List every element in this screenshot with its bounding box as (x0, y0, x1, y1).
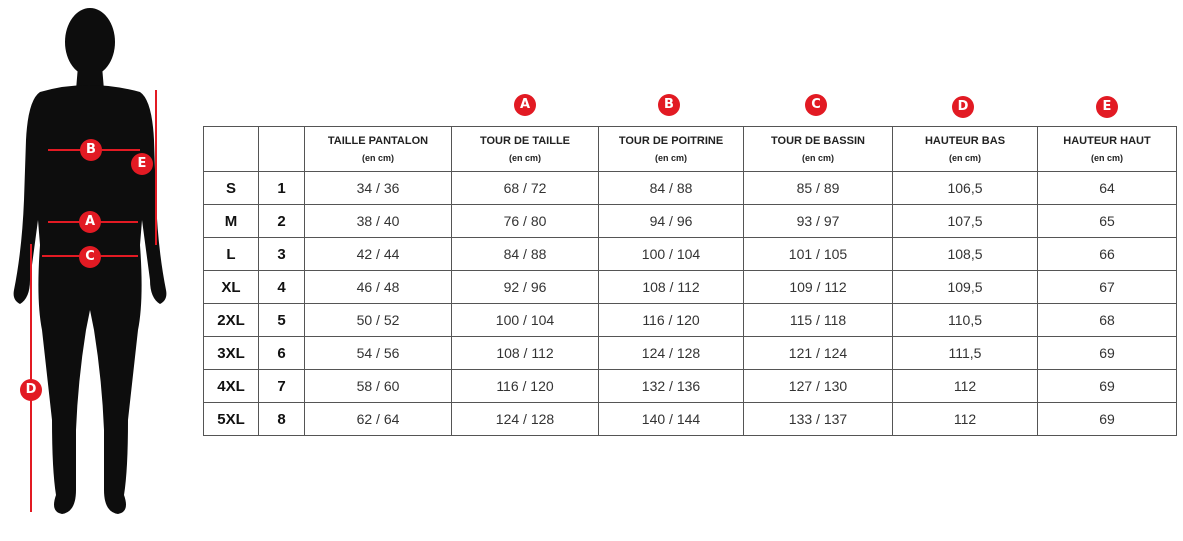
tour-de-taille-cell: 68 / 72 (452, 172, 599, 205)
taille-pantalon-cell: 42 / 44 (305, 238, 452, 271)
size-number-cell: 4 (259, 271, 305, 304)
header-title: TAILLE PANTALON (327, 135, 429, 147)
table-row (204, 370, 1177, 403)
header-taille-pantalon (305, 127, 452, 172)
table-header-row (204, 127, 1177, 172)
tour-de-bassin-cell: 93 / 97 (744, 205, 893, 238)
marker-a-icon: A (79, 211, 101, 233)
header-title: HAUTEUR BAS (924, 135, 1006, 147)
size-letter-cell: 3XL (204, 337, 259, 370)
marker-b-icon: B (80, 139, 102, 161)
tour-de-taille-cell: 84 / 88 (452, 238, 599, 271)
size-number-cell: 3 (259, 238, 305, 271)
tour-de-poitrine-cell: 116 / 120 (599, 304, 744, 337)
hauteur-haut-cell: 67 (1038, 271, 1177, 304)
tour-de-poitrine-cell: 100 / 104 (599, 238, 744, 271)
tour-de-bassin-cell: 127 / 130 (744, 370, 893, 403)
size-number-cell: 2 (259, 205, 305, 238)
tour-de-bassin-cell: 101 / 105 (744, 238, 893, 271)
table-row (204, 337, 1177, 370)
taille-pantalon-cell: 34 / 36 (305, 172, 452, 205)
size-number-cell: 6 (259, 337, 305, 370)
hauteur-bas-cell: 109,5 (893, 271, 1038, 304)
header-unit: (en cm) (654, 153, 687, 163)
hauteur-haut-cell: 69 (1038, 370, 1177, 403)
header-unit: (en cm) (508, 153, 541, 163)
size-letter-cell: S (204, 172, 259, 205)
header-title: TOUR DE TAILLE (479, 135, 571, 147)
column-e-marker-icon: E (1096, 96, 1118, 118)
body-silhouette-figure (0, 0, 200, 536)
tour-de-poitrine-cell: 108 / 112 (599, 271, 744, 304)
tour-de-poitrine-cell: 140 / 144 (599, 403, 744, 436)
hauteur-bas-cell: 106,5 (893, 172, 1038, 205)
tour-de-taille-cell: 116 / 120 (452, 370, 599, 403)
marker-c-icon: C (79, 246, 101, 268)
tour-de-taille-cell: 100 / 104 (452, 304, 599, 337)
size-number-cell: 5 (259, 304, 305, 337)
taille-pantalon-cell: 38 / 40 (305, 205, 452, 238)
tour-de-poitrine-cell: 84 / 88 (599, 172, 744, 205)
hauteur-haut-cell: 66 (1038, 238, 1177, 271)
tour-de-bassin-cell: 115 / 118 (744, 304, 893, 337)
tour-de-poitrine-cell: 132 / 136 (599, 370, 744, 403)
size-number-cell: 8 (259, 403, 305, 436)
header-hauteur-haut (1038, 127, 1177, 172)
marker-e-icon: E (131, 153, 153, 175)
table-row (204, 172, 1177, 205)
tour-de-poitrine-cell: 94 / 96 (599, 205, 744, 238)
header-unit: (en cm) (948, 153, 981, 163)
size-letter-cell: L (204, 238, 259, 271)
header-tour-de-taille (452, 127, 599, 172)
hauteur-haut-cell: 68 (1038, 304, 1177, 337)
header-unit: (en cm) (801, 153, 834, 163)
table-row (204, 304, 1177, 337)
size-letter-cell: 4XL (204, 370, 259, 403)
size-number-cell: 1 (259, 172, 305, 205)
taille-pantalon-cell: 46 / 48 (305, 271, 452, 304)
hauteur-bas-cell: 112 (893, 370, 1038, 403)
hauteur-bas-cell: 108,5 (893, 238, 1038, 271)
taille-pantalon-cell: 62 / 64 (305, 403, 452, 436)
header-unit: (en cm) (361, 153, 394, 163)
hauteur-bas-cell: 110,5 (893, 304, 1038, 337)
header-title: HAUTEUR HAUT (1063, 135, 1151, 147)
header-tour-de-poitrine (599, 127, 744, 172)
tour-de-taille-cell: 76 / 80 (452, 205, 599, 238)
header-title: TOUR DE BASSIN (771, 135, 865, 147)
size-letter-cell: 2XL (204, 304, 259, 337)
table-row (204, 403, 1177, 436)
header-unit: (en cm) (1090, 153, 1123, 163)
hauteur-bas-cell: 107,5 (893, 205, 1038, 238)
hauteur-bas-cell: 111,5 (893, 337, 1038, 370)
taille-pantalon-cell: 58 / 60 (305, 370, 452, 403)
hauteur-haut-cell: 69 (1038, 337, 1177, 370)
column-c-marker-icon: C (805, 94, 827, 116)
column-d-marker-icon: D (952, 96, 974, 118)
taille-pantalon-cell: 50 / 52 (305, 304, 452, 337)
header-tour-de-bassin (744, 127, 893, 172)
table-row (204, 271, 1177, 304)
tour-de-bassin-cell: 133 / 137 (744, 403, 893, 436)
hauteur-haut-cell: 65 (1038, 205, 1177, 238)
size-letter-cell: M (204, 205, 259, 238)
size-letter-cell: 5XL (204, 403, 259, 436)
tour-de-poitrine-cell: 124 / 128 (599, 337, 744, 370)
hauteur-haut-cell: 69 (1038, 403, 1177, 436)
size-chart-table (203, 126, 1177, 436)
header-size-number (259, 127, 305, 172)
tour-de-taille-cell: 108 / 112 (452, 337, 599, 370)
size-letter-cell: XL (204, 271, 259, 304)
marker-d-icon: D (20, 379, 42, 401)
size-number-cell: 7 (259, 370, 305, 403)
hauteur-haut-cell: 64 (1038, 172, 1177, 205)
header-size-letter (204, 127, 259, 172)
table-row (204, 205, 1177, 238)
tour-de-taille-cell: 92 / 96 (452, 271, 599, 304)
tour-de-bassin-cell: 109 / 112 (744, 271, 893, 304)
header-hauteur-bas (893, 127, 1038, 172)
table-row (204, 238, 1177, 271)
taille-pantalon-cell: 54 / 56 (305, 337, 452, 370)
hauteur-bas-cell: 112 (893, 403, 1038, 436)
tour-de-taille-cell: 124 / 128 (452, 403, 599, 436)
column-b-marker-icon: B (658, 94, 680, 116)
header-title: TOUR DE POITRINE (618, 135, 724, 147)
tour-de-bassin-cell: 85 / 89 (744, 172, 893, 205)
silhouette-svg (0, 0, 200, 536)
tour-de-bassin-cell: 121 / 124 (744, 337, 893, 370)
column-a-marker-icon: A (514, 94, 536, 116)
